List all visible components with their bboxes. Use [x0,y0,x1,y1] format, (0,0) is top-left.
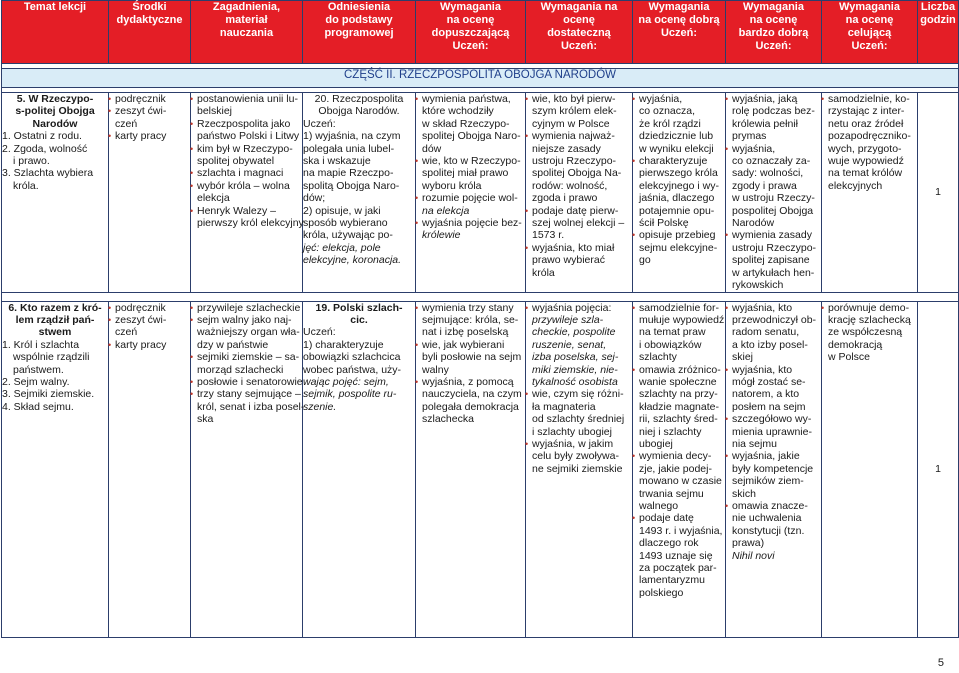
cell-zagadnienia: • przywileje szlacheckie • sejm walny jako naj- ważniejszy organ wła- dzy w państwie • sejmiki ziemskie – sa- morząd szlachecki • posłowie i senatorowie • trzy stany sejmujące – król, senat i izba posel- ska [191,301,303,637]
header-zagadnienia: Zagadnienia, materiał nauczania [191,1,303,64]
header-temat: Temat lekcji [2,1,109,64]
cell-dostateczna: • wie, kto był pierw- szym królem elek- cyjnym w Polsce • wymienia najważ- niejsze zasady ustroju Rzeczypo- spolitej Obojga Na- rodów: wolność, zgoda i prawo • podaje datę pierw- szej wolnej elekcji – 1573 r. • wyjaśnia, kto miał prawo wybierać króla [526,93,633,293]
header-dostateczna: Wymagania na ocenę dostateczną Uczeń: [526,1,633,64]
cell-celujaca: • samodzielnie, ko- rzystając z inter- netu oraz źródeł pozapodręczniko- wych, przygoto- wuje wypowiedź na temat królów elekcyjnych [822,93,918,293]
cell-odniesienia: 20. Rzeczpospolita Obojga Narodów. Uczeń: 1) wyjaśnia, na czym polegała unia lubel- ska i wskazuje na mapie Rzeczpo- spolitą Obojga Naro- dów; 2) opisuje, w jaki sposób wybierano króla, używając po- jęć: elekcja, pole elekcyjne, koronacja. [303,93,416,293]
cell-zagadnienia: • postanowienia unii lu- belskiej • Rzeczpospolita jako państwo Polski i Litwy • kim był w Rzeczypo- spolitej obywatel • szlachta i magnaci • wybór króla – wolna elekcja • Henryk Walezy – pierwszy król elekcyjny [191,93,303,293]
cell-srodki: • podręcznik • zeszyt ćwi- czeń • karty pracy [109,301,191,637]
header-odniesienia: Odniesienia do podstawy programowej [303,1,416,64]
cell-celujaca: • porównuje demo- krację szlachecką ze współczesną demokracją w Polsce [822,301,918,637]
cell-godziny: 1 [918,93,959,293]
cell-bardzo-dobra: • wyjaśnia, jaką rolę podczas bez- królewia pełnił prymas • wyjaśnia, co oznaczały za- sady: wolności, zgody i prawa w ustroju Rzeczy- pospolitej Obojga Narodów • wymienia zasady ustroju Rzeczypo- spolitej zapisane w artykułach hen- rykowskich [726,93,822,293]
header-row [2,1,959,64]
table-row [2,93,959,293]
table-row [2,301,959,637]
header-dopuszczajaca: Wymagania na ocenę dopuszczającą Uczeń: [416,1,526,64]
cell-dostateczna: • wyjaśnia pojęcia: przywileje szla- checkie, pospolite ruszenie, senat, izba poselska, sej- miki ziemskie, nie- tykalność osobista • wie, czym się różni- ła magnateria od szlachty średniej i szlachty ubogiej • wyjaśnia, w jakim celu były zwoływa- ne sejmiki ziemskie [526,301,633,637]
header-bardzo-dobra: Wymagania na ocenę bardzo dobrą Uczeń: [726,1,822,64]
cell-dobra: • samodzielnie for- mułuje wypowiedź na temat praw i obowiązków szlachty • omawia zróżnico- wanie społeczne szlachty na przy- kładzie magnate- rii, szlachty śred- niej i szlachty ubogiej • wymienia decy- zje, jakie podej- mowano w czasie trwania sejmu walnego • podaje datę 1493 r. i wyjaśnia, dlaczego rok 1493 uznaje się za początek par- lamentaryzmu polskiego [633,301,726,637]
cell-bardzo-dobra: • wyjaśnia, kto przewodniczył ob- radom senatu, a kto izby posel- skiej • wyjaśnia, kto mógł zostać se- natorem, a kto posłem na sejm • szczegółowo wy- mienia uprawnie- nia sejmu • wyjaśnia, jakie były kompetencje sejmików ziem- skich • omawia znacze- nie uchwalenia konstytucji (tzn. prawa) Nihil novi [726,301,822,637]
cell-temat: 5. W Rzeczypo- s-politej Obojga Narodów 1. Ostatni z rodu. 2. Zgoda, wolność i prawo. 3. Szlachta wybiera króla. [2,93,109,293]
cell-temat: 6. Kto razem z kró- lem rządził pań- stwem 1. Król i szlachta wspólnie rządzili państwem. 2. Sejm walny. 3. Sejmiki ziemskie. 4. Skład sejmu. [2,301,109,637]
header-srodki: Środki dydaktyczne [109,1,191,64]
lesson-plan-page [1,0,958,673]
section-title: CZĘŚĆ II. RZECZPOSPOLITA OBOJGA NARODÓW [2,69,959,88]
page-number: 5 [937,657,944,669]
cell-srodki: • podręcznik • zeszyt ćwi- czeń • karty pracy [109,93,191,293]
cell-dopuszczajaca: • wymienia trzy stany sejmujące: króla, se- nat i izbę poselską • wie, jak wybierani byli posłowie na sejm walny • wyjaśnia, z pomocą nauczyciela, na czym polegała demokracja szlachecka [416,301,526,637]
section-row [2,69,959,88]
header-godziny: Liczba godzin [918,1,959,64]
cell-godziny: 1 [918,301,959,637]
header-dobra: Wymagania na ocenę dobrą Uczeń: [633,1,726,64]
cell-dopuszczajaca: • wymienia państwa, które wchodziły w skład Rzeczypo- spolitej Obojga Naro- dów • wie, kto w Rzeczypo- spolitej miał prawo wyboru króla • rozumie pojęcie wol- na elekcja • wyjaśnia pojęcie bez- królewie [416,93,526,293]
cell-odniesienia: 19. Polski szlach- cic. Uczeń: 1) charakteryzuje obowiązki szlachcica wobec państwa, uży- wając pojęć: sejm, sejmik, pospolite ru- szenie. [303,301,416,637]
header-celujaca: Wymagania na ocenę celującą Uczeń: [822,1,918,64]
lesson-plan-table [1,0,959,638]
cell-dobra: • wyjaśnia, co oznacza, że król rządzi dziedzicznie lub w wyniku elekcji • charakteryzuje pierwszego króla elekcyjnego i wy- jaśnia, dlaczego potajemnie opu- ścił Polskę • opisuje przebieg sejmu elekcyjne- go [633,93,726,293]
